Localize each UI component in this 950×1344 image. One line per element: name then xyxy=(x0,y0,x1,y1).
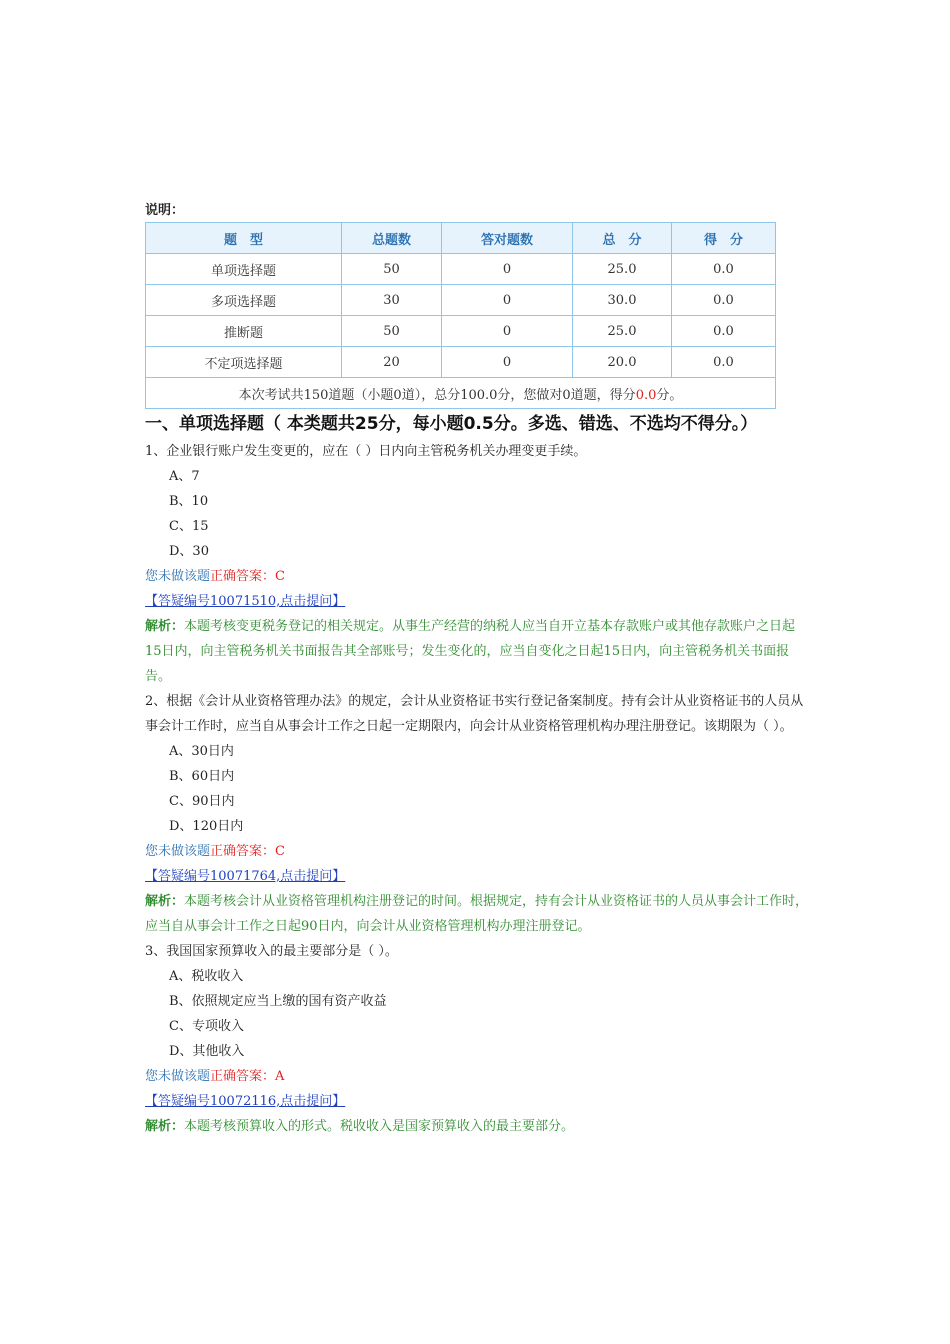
question-1 xyxy=(145,439,810,689)
cell-score: 0.0 xyxy=(672,254,776,285)
status-text: 您未做该题 xyxy=(145,844,211,859)
answer-label: 正确答案： xyxy=(210,844,276,859)
status-text: 您未做该题 xyxy=(145,569,211,584)
ask-question-link[interactable]: 【答疑编号10071764,点击提问】 xyxy=(145,869,346,884)
cell-total-count: 50 xyxy=(342,316,442,347)
header-score: 得 分 xyxy=(672,223,776,254)
summary-text: 本次考试共150道题（小题0道），总分100.0分，您做对0道题，得分 xyxy=(238,387,636,403)
analysis-label: 解析： xyxy=(145,1119,185,1134)
cell-correct-count: 0 xyxy=(442,316,573,347)
header-total-score: 总 分 xyxy=(573,223,672,254)
cell-total-score: 25.0 xyxy=(573,254,672,285)
section-title: 一、单项选择题（ 本类题共25分，每小题0.5分。多选、错选、不选均不得分。） xyxy=(145,414,758,434)
analysis-label: 解析： xyxy=(145,619,185,634)
cell-type: 多项选择题 xyxy=(146,285,342,316)
ask-question-link[interactable]: 【答疑编号10071510,点击提问】 xyxy=(145,594,346,609)
option-a: A、7 xyxy=(169,469,200,484)
cell-type: 不定项选择题 xyxy=(146,347,342,378)
analysis xyxy=(145,1114,810,1139)
table-row xyxy=(146,316,776,347)
cell-score: 0.0 xyxy=(672,316,776,347)
option-a: A、30日内 xyxy=(169,744,234,759)
answer-line xyxy=(145,564,810,589)
cell-total-count: 20 xyxy=(342,347,442,378)
analysis xyxy=(145,614,810,689)
ask-question-link[interactable]: 【答疑编号10072116,点击提问】 xyxy=(145,1094,346,1109)
answer-label: 正确答案： xyxy=(210,569,276,584)
cell-total-count: 50 xyxy=(342,254,442,285)
summary-cell xyxy=(146,378,776,409)
exam-result-page xyxy=(145,200,810,1139)
cell-total-score: 25.0 xyxy=(573,316,672,347)
table-row xyxy=(146,285,776,316)
answer-line xyxy=(145,839,810,864)
option-c: C、90日内 xyxy=(169,794,235,809)
option-d: D、30 xyxy=(169,544,209,559)
correct-answer: C xyxy=(275,569,285,584)
cell-correct-count: 0 xyxy=(442,347,573,378)
question-stem: 3、我国国家预算收入的最主要部分是（ ）。 xyxy=(145,944,398,959)
correct-answer: A xyxy=(275,1069,285,1084)
summary-suffix: 分。 xyxy=(656,387,683,403)
option-b: B、60日内 xyxy=(169,769,235,784)
header-type: 题 型 xyxy=(146,223,342,254)
analysis-label: 解析： xyxy=(145,894,185,909)
header-total-count: 总题数 xyxy=(342,223,442,254)
option-b: B、依照规定应当上缴的国有资产收益 xyxy=(169,994,387,1009)
analysis-text: 本题考核会计从业资格管理机构注册登记的时间。根据规定，持有会计从业资格证书的人员从事会计工作时，应当自从事会计工作之日起90日内，向会计从业资格管理机构办理注册登记。 xyxy=(145,894,809,934)
question-stem: 1、企业银行账户发生变更的，应在（ ）日内向主管税务机关办理变更手续。 xyxy=(145,444,587,459)
summary-row xyxy=(146,378,776,409)
analysis-text: 本题考核变更税务登记的相关规定。从事生产经营的纳税人应当自开立基本存款账户或其他存款账户之日起15日内，向主管税务机关书面报告其全部账号；发生变化的，应当自变化之日起15日内，向主管税务机关书面报告。 xyxy=(145,619,796,684)
question-stem: 2、根据《会计从业资格管理办法》的规定，会计从业资格证书实行登记备案制度。持有会计从业资格证书的人员从事会计工作时，应当自从事会计工作之日起一定期限内，向会计从业资格管理机构办理注册登记。该期限为（ ）。 xyxy=(145,694,804,734)
table-header-row xyxy=(146,223,776,254)
option-c: C、15 xyxy=(169,519,209,534)
table-row xyxy=(146,254,776,285)
analysis-text: 本题考核预算收入的形式。税收收入是国家预算收入的最主要部分。 xyxy=(184,1119,575,1134)
answer-label: 正确答案： xyxy=(210,1069,276,1084)
cell-total-count: 30 xyxy=(342,285,442,316)
option-b: B、10 xyxy=(169,494,209,509)
answer-line xyxy=(145,1064,810,1089)
summary-score: 0.0 xyxy=(635,387,657,403)
cell-type: 推断题 xyxy=(146,316,342,347)
header-correct-count: 答对题数 xyxy=(442,223,573,254)
option-d: D、其他收入 xyxy=(169,1044,245,1059)
table-row xyxy=(146,347,776,378)
question-3 xyxy=(145,939,810,1139)
cell-score: 0.0 xyxy=(672,347,776,378)
cell-total-score: 20.0 xyxy=(573,347,672,378)
option-d: D、120日内 xyxy=(169,819,244,834)
cell-correct-count: 0 xyxy=(442,285,573,316)
question-2 xyxy=(145,689,810,939)
score-summary-table xyxy=(145,222,776,409)
analysis xyxy=(145,889,810,939)
cell-score: 0.0 xyxy=(672,285,776,316)
correct-answer: C xyxy=(275,844,285,859)
option-a: A、税收收入 xyxy=(169,969,244,984)
cell-type: 单项选择题 xyxy=(146,254,342,285)
cell-correct-count: 0 xyxy=(442,254,573,285)
option-c: C、专项收入 xyxy=(169,1019,244,1034)
cell-total-score: 30.0 xyxy=(573,285,672,316)
note-label: 说明： xyxy=(145,203,185,218)
status-text: 您未做该题 xyxy=(145,1069,211,1084)
